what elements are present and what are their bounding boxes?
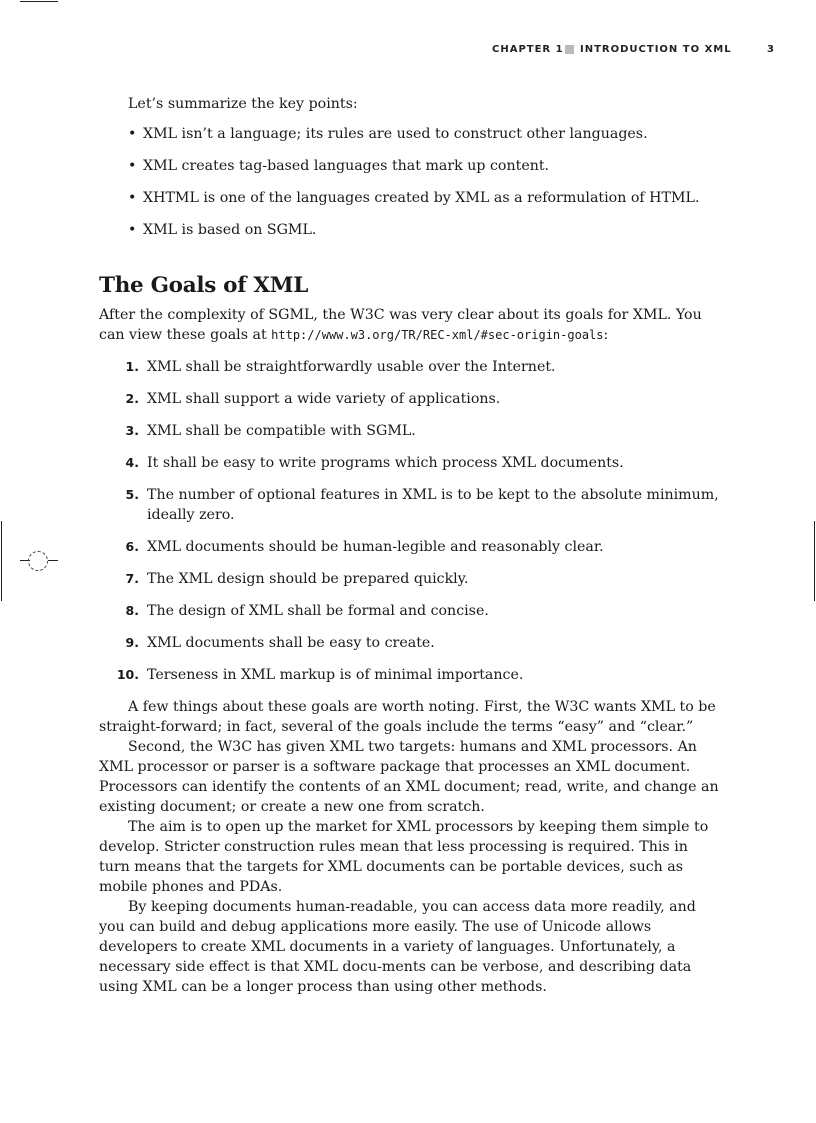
goal-number: 2. bbox=[125, 391, 139, 406]
list-item bbox=[128, 156, 719, 176]
goal-item bbox=[99, 389, 719, 409]
crop-mark-top bbox=[20, 1, 58, 2]
goal-text: XML shall be compatible with SGML. bbox=[147, 423, 416, 439]
list-item bbox=[128, 220, 719, 240]
bullet-icon: • bbox=[128, 190, 137, 206]
body-paragraph: By keeping documents human-readable, you can access data more readily, and you can build and debug applications more easily. The use of Unicode allows developers to create XML documents in a variety of languages. Unfortunately, a necessary side effect is that XML docu-ments can be verbose, and describing data using XML can be a longer process than using other methods. bbox=[99, 899, 696, 995]
goals-url-link[interactable]: http://www.w3.org/TR/REC-xml/#sec-origin-goals bbox=[271, 328, 604, 342]
crop-mark-left bbox=[1, 521, 2, 601]
goal-item bbox=[99, 357, 719, 377]
bullet-icon: • bbox=[128, 126, 137, 142]
intro-text: Let’s summarize the key points: bbox=[128, 96, 358, 112]
chapter-label: CHAPTER 1 bbox=[492, 44, 564, 55]
list-item-text: XML creates tag-based languages that mark up content. bbox=[143, 158, 550, 174]
section-intro-colon: : bbox=[603, 327, 609, 343]
page-body bbox=[99, 94, 719, 997]
body-paragraph: Second, the W3C has given XML two targets: humans and XML processors. An XML processor or parser is a software package that processes an XML document. Processors can identify the contents of an XML document; read, write, and change an existing document; or create a new one from scratch. bbox=[99, 739, 719, 815]
list-item-text: XML is based on SGML. bbox=[143, 222, 317, 238]
section-heading: The Goals of XML bbox=[99, 273, 309, 298]
list-item-text: XML isn’t a language; its rules are used to construct other languages. bbox=[143, 126, 648, 142]
goal-text: XML documents should be human-legible and reasonably clear. bbox=[147, 539, 604, 555]
running-head bbox=[470, 44, 774, 60]
registration-mark-icon bbox=[28, 551, 48, 571]
goals-list bbox=[99, 357, 719, 685]
goal-text: XML shall be straightforwardly usable over the Internet. bbox=[147, 359, 556, 375]
goal-item bbox=[99, 421, 719, 441]
goal-number: 10. bbox=[116, 667, 139, 682]
bullet-icon: • bbox=[128, 158, 137, 174]
list-item bbox=[128, 188, 719, 208]
goal-item bbox=[99, 633, 719, 653]
goal-number: 7. bbox=[125, 571, 139, 586]
goal-text: Terseness in XML markup is of minimal importance. bbox=[147, 667, 524, 683]
page-number: 3 bbox=[767, 44, 774, 55]
goal-number: 1. bbox=[125, 359, 139, 374]
square-separator-icon bbox=[565, 45, 574, 54]
goal-item bbox=[99, 569, 719, 589]
registration-tick-right bbox=[48, 560, 58, 561]
goal-item bbox=[99, 601, 719, 621]
list-item-text: XHTML is one of the languages created by XML as a reformulation of HTML. bbox=[143, 190, 700, 206]
goal-number: 3. bbox=[125, 423, 139, 438]
bullet-icon: • bbox=[128, 222, 137, 238]
body-paragraph: The aim is to open up the market for XML processors by keeping them simple to develop. Stricter construction rules mean that less processing is required. This in turn means that the targets for XML documents can be portable devices, such as mobile phones and PDAs. bbox=[99, 819, 709, 895]
goal-number: 9. bbox=[125, 635, 139, 650]
chapter-title: INTRODUCTION TO XML bbox=[580, 44, 732, 55]
goal-item bbox=[99, 665, 719, 685]
list-item bbox=[128, 124, 719, 144]
goal-text: The number of optional features in XML is to be kept to the absolute minimum, ideally zero. bbox=[147, 487, 719, 523]
section-intro-text: After the complexity of SGML, the W3C was very clear about its goals for XML. You can view these goals at bbox=[99, 307, 702, 343]
goal-number: 5. bbox=[125, 487, 139, 502]
crop-mark-right bbox=[814, 521, 815, 601]
goal-item bbox=[99, 485, 719, 525]
key-points-list bbox=[99, 124, 719, 240]
body-paragraph: A few things about these goals are worth noting. First, the W3C wants XML to be straight-forward; in fact, several of the goals include the terms “easy” and “clear.” bbox=[99, 699, 716, 735]
goal-number: 6. bbox=[125, 539, 139, 554]
goal-item bbox=[99, 453, 719, 473]
goal-text: XML shall support a wide variety of applications. bbox=[147, 391, 501, 407]
goal-text: The design of XML shall be formal and concise. bbox=[147, 603, 489, 619]
section-intro bbox=[99, 305, 719, 345]
goal-item bbox=[99, 537, 719, 557]
goal-number: 8. bbox=[125, 603, 139, 618]
goal-number: 4. bbox=[125, 455, 139, 470]
goal-text: The XML design should be prepared quickly. bbox=[147, 571, 469, 587]
goal-text: XML documents shall be easy to create. bbox=[147, 635, 435, 651]
goal-text: It shall be easy to write programs which process XML documents. bbox=[147, 455, 624, 471]
